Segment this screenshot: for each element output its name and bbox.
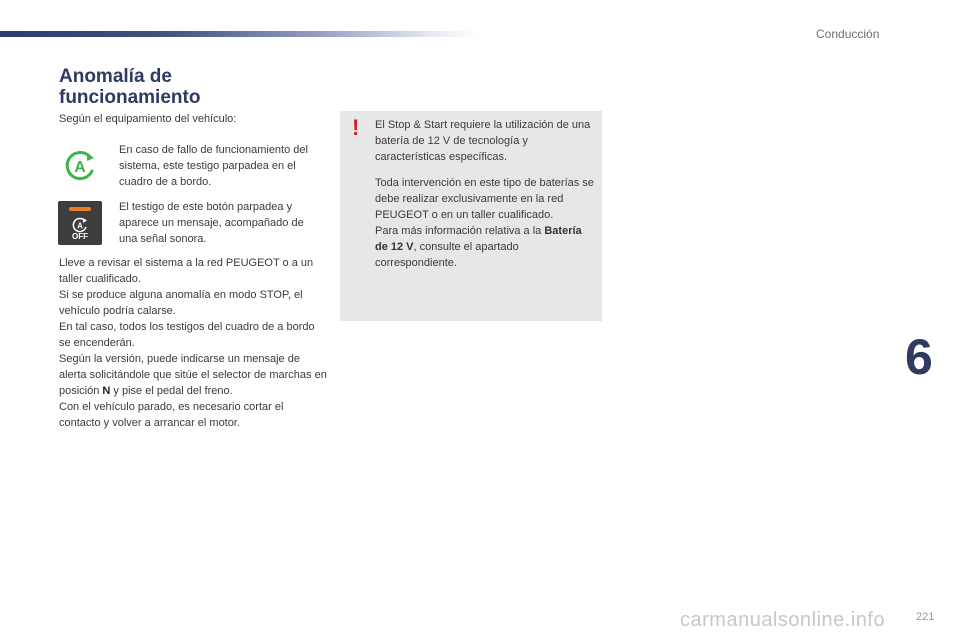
page-number: 221 xyxy=(916,611,935,623)
page-heading: Anomalía de funcionamiento xyxy=(59,66,201,108)
stop-start-warning-icon xyxy=(63,149,97,183)
warning-lamp-description: En caso de fallo de funcionamiento del sistema, este testigo parpadea en el cuadro de a bordo. xyxy=(119,144,308,188)
body-paragraph: Lleve a revisar el sistema a la red PEUGEOT o a un taller cualificado. xyxy=(59,257,314,285)
intro-text: Según el equipamiento del vehículo: xyxy=(59,113,237,125)
gear-position-n: N xyxy=(102,385,111,397)
header-gradient-bar xyxy=(0,31,480,37)
watermark: carmanualsonline.info xyxy=(680,609,886,631)
svg-text:A: A xyxy=(77,221,83,231)
button-led-icon xyxy=(69,207,91,211)
warning-paragraph: El Stop & Start requiere la utilización de una batería de 12 V de tecnología y características específicas. xyxy=(375,119,591,163)
warning-paragraph: Toda intervención en este tipo de baterías se debe realizar exclusivamente en la red PEUGEOT o en un taller cualificado. xyxy=(375,177,594,221)
svg-text:A: A xyxy=(74,159,86,176)
battery-reference: Batería de 12 V xyxy=(375,225,582,253)
button-lamp-description: El testigo de este botón parpadea y aparece un mensaje, acompañado de una señal sonora. xyxy=(119,201,304,245)
main-body-text xyxy=(59,255,327,431)
body-paragraph: Si se produce alguna anomalía en modo STOP, el vehículo podría calarse. xyxy=(59,289,303,317)
warning-box xyxy=(340,111,602,321)
body-paragraph: En tal caso, todos los testigos del cuadro de a bordo se encenderán. xyxy=(59,321,315,349)
off-label: OFF xyxy=(72,232,88,241)
body-paragraph: Con el vehículo parado, es necesario cortar el contacto y volver a arrancar el motor. xyxy=(59,401,284,429)
warning-text xyxy=(375,117,595,271)
warning-paragraph: Para más información relativa a la Batería de 12 V, consulte el apartado correspondiente. xyxy=(375,225,582,269)
chapter-number: 6 xyxy=(905,329,933,385)
exclamation-warning-icon: ! xyxy=(352,115,360,140)
a-arrow-icon xyxy=(72,217,88,233)
body-paragraph: Según la versión, puede indicarse un mensaje de alerta solicitándole que sitúe el selector de marchas en posición N y pise el pedal del freno. xyxy=(59,353,327,397)
stop-start-off-button-icon xyxy=(58,201,102,245)
section-title: Conducción xyxy=(816,27,880,41)
